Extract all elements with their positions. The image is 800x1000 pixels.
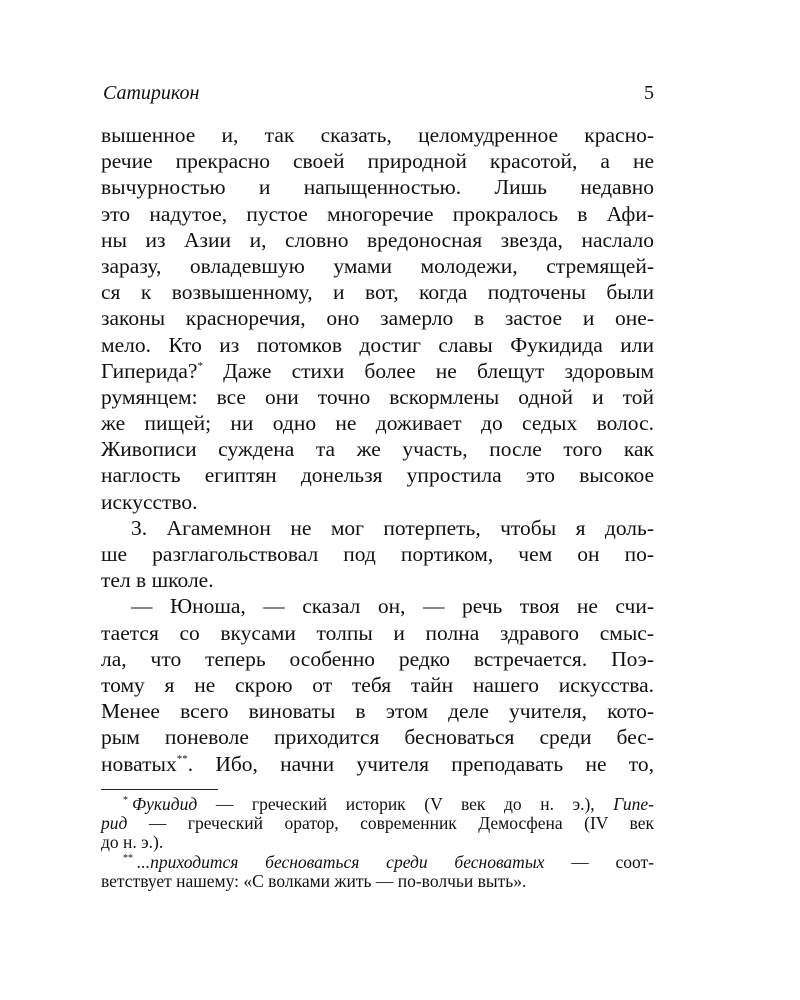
footnote-quote: ...приходится бесноваться среди бесноватых xyxy=(137,851,545,872)
text-line: ны из Азии и, словно вредоносная звезда, наслало xyxy=(101,227,654,252)
footnote-text: — соот- xyxy=(544,851,654,872)
text-line: ся к возвышенному, и вот, когда подточены были xyxy=(101,280,654,305)
text-line: тел в школе. xyxy=(101,568,214,593)
footnote-term: Гипе- xyxy=(613,793,654,814)
footnote-divider xyxy=(101,789,218,790)
text-line: ла, что теперь особенно редко встречается. Поэ- xyxy=(101,646,654,671)
footnote-term: Фукидид xyxy=(132,793,198,814)
text-line: румянцем: все они точно вскормлены одной и той xyxy=(101,384,654,409)
footnote-2-line xyxy=(101,853,654,872)
text-line: тается со вкусами толпы и полна здравого смыс- xyxy=(101,620,654,645)
footnote-1-line xyxy=(101,814,654,833)
footnote-term: рид xyxy=(101,812,128,833)
book-page xyxy=(101,78,654,891)
text-line: законы красноречия, оно замерло в застое и оне- xyxy=(101,306,654,331)
footnote-ref-1: * xyxy=(197,359,203,372)
footnote-2-marker: ** xyxy=(123,852,133,864)
text-line: 3. Агамемнон не мог потерпеть, чтобы я доль- xyxy=(131,515,654,540)
text-line: рым поневоле приходится бесноваться среди бес- xyxy=(101,725,654,750)
footnote-2-line: ветствует нашему: «С волками жить — по-волчьи выть». xyxy=(101,870,527,891)
text-fragment: Гиперида? xyxy=(101,358,198,383)
text-fragment: Даже стихи более не блещут здоровым xyxy=(202,358,654,383)
text-line: ше разглагольствовал под портиком, чем он по- xyxy=(101,542,654,566)
text-line: искусство. xyxy=(101,489,198,514)
page-number: 5 xyxy=(644,82,654,104)
text-line: — Юноша, — сказал он, — речь твоя не счи- xyxy=(131,594,654,619)
text-line: Живописи суждена та же участь, после того как xyxy=(101,437,654,462)
text-line xyxy=(101,358,654,384)
text-line: речие прекрасно своей природной красотой, а не xyxy=(101,149,654,174)
footnote-text: — греческий историк (V век до н. э.), xyxy=(197,793,614,814)
text-line: Менее всего виноваты в этом деле учителя, кото- xyxy=(101,699,654,724)
footnote-text: — греческий оратор, современник Демосфена (IV век xyxy=(127,812,654,833)
footnote-1-line: до н. э.). xyxy=(101,832,164,853)
text-line: вышенное и, так сказать, целомудренное красно- xyxy=(101,123,654,147)
text-line: вычурностью и напыщенностью. Лишь недавно xyxy=(101,175,654,200)
text-line: же пищей; ни одно не доживает до седых волос. xyxy=(101,411,654,436)
text-fragment: новатых xyxy=(101,751,177,776)
footnote-1-marker: * xyxy=(123,794,128,806)
text-fragment: . Ибо, начни учителя преподавать не то, xyxy=(187,751,654,776)
text-line: мело. Кто из потомков достиг славы Фукидида или xyxy=(101,332,654,357)
text-line: это надутое, пустое многоречие прокралось в Афи- xyxy=(101,201,654,226)
running-header xyxy=(101,78,654,110)
text-line: заразу, овладевшую умами молодежи, стремящей- xyxy=(101,253,654,278)
running-title: Сатирикон xyxy=(103,82,200,104)
footnotes xyxy=(101,795,654,891)
text-line: тому я не скрою от тебя тайн нашего искусства. xyxy=(101,672,654,697)
main-text xyxy=(101,122,654,777)
text-line xyxy=(101,751,654,777)
footnote-1-line xyxy=(101,795,654,814)
footnote-ref-2: ** xyxy=(176,752,188,765)
text-line: наглость египтян донельзя упростила это высокое xyxy=(101,463,654,488)
